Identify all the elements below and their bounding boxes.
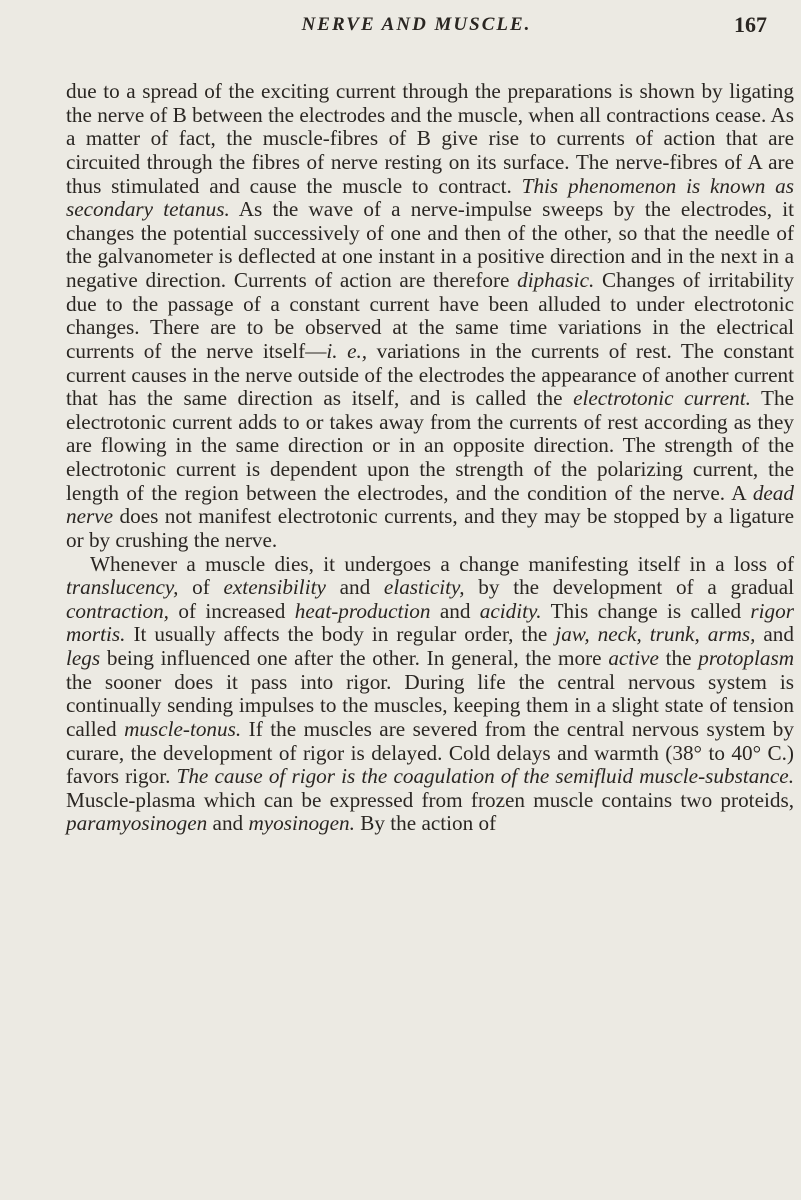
- text-run: and: [207, 811, 249, 836]
- italic-phrase: myosinogen.: [248, 811, 355, 836]
- text-run: of: [178, 575, 224, 600]
- text-run: and: [430, 598, 480, 623]
- body-text: [66, 80, 794, 836]
- italic-phrase: translucency,: [66, 575, 179, 600]
- italic-phrase: i. e.,: [326, 338, 368, 363]
- italic-phrase: rigor mortis.: [66, 598, 794, 647]
- italic-phrase: This phenomenon is known as secondary tetanus.: [66, 173, 794, 222]
- italic-phrase: legs: [66, 646, 101, 670]
- text-run: and: [325, 575, 384, 600]
- italic-phrase: dead nerve: [66, 480, 794, 529]
- italic-phrase: muscle-tonus.: [124, 716, 242, 741]
- italic-phrase: protoplasm: [698, 646, 794, 670]
- paragraph-rigor-mortis: [66, 553, 794, 837]
- text-run: being influenced one after the other. In general, the more: [100, 646, 609, 670]
- text-run: If the muscles are severed from the central nervous system by curare, the development of rigor is delayed. Cold delays and warmth (38° to 40° C.) favors rigor.: [66, 716, 794, 789]
- page-header: [62, 10, 771, 44]
- italic-phrase: The cause of rigor is the coagulation of the semifluid muscle-substance.: [176, 764, 795, 789]
- running-title: NERVE AND MUSCLE.: [301, 14, 532, 35]
- italic-phrase: extensibility: [223, 575, 326, 600]
- italic-phrase: paramyosinogen: [66, 811, 208, 836]
- text-run: The electrotonic current adds to or takes away from the currents of rest according as they are flowing in the same direction or in an opposite direction. The strength of the electrotonic current is dependent upon the strength of the polarizing current, the length of the region between the electrodes, and the condition of the nerve. A: [66, 386, 794, 505]
- italic-phrase: diphasic.: [517, 268, 595, 292]
- text-run: Whenever a muscle dies, it undergoes a change manifesting itself in a loss of: [90, 551, 794, 576]
- italic-phrase: jaw, neck, trunk, arms,: [555, 622, 756, 647]
- paragraph-secondary-tetanus: [66, 80, 794, 553]
- text-run: This change is called: [541, 598, 751, 623]
- text-run: the sooner does it pass into rigor. During life the central nervous system is continually sending impulses to the muscles, keeping them in a slight state of tension called: [66, 669, 794, 741]
- text-run: does not manifest electrotonic currents, and they may be stopped by a ligature or by crushing the nerve.: [66, 504, 794, 552]
- text-run: the: [658, 646, 699, 670]
- italic-phrase: heat-production: [294, 598, 431, 623]
- italic-phrase: acidity.: [479, 598, 542, 623]
- italic-phrase: electrotonic current.: [573, 386, 751, 411]
- text-run: and: [755, 622, 794, 647]
- text-run: by the development of a gradual: [464, 575, 794, 600]
- italic-phrase: active: [608, 646, 659, 670]
- text-run: It usually affects the body in regular order, the: [125, 622, 556, 647]
- text-run: Muscle-plasma which can be expressed from frozen muscle contains two proteids,: [66, 787, 794, 812]
- text-run: variations in the currents of rest. The constant current causes in the nerve outside of the electrodes the appearance of another current that has the same direction as itself, and is called the: [66, 338, 794, 411]
- page-number: 167: [734, 12, 767, 37]
- text-run: Changes of irritability due to the passage of a constant current have been alluded to under electrotonic changes. There are to be observed at the same time variations in the electrical currents of the nerve itself—: [66, 268, 794, 363]
- text-run: By the action of: [354, 811, 497, 836]
- text-run: due to a spread of the exciting current through the preparations is shown by ligating the nerve of B between the electrodes and the muscle, when all contractions cease. As a matter of fact, the muscle-fibres of B give rise to currents of action that are circuited through the fibres of nerve resting on its surface. The nerve-fibres of A are thus stimulated and cause the muscle to contract.: [66, 79, 794, 198]
- text-run: of increased: [168, 598, 295, 623]
- italic-phrase: contraction,: [66, 598, 169, 623]
- text-run: As the wave of a nerve-impulse sweeps by the electrodes, it changes the potential successively of one and then of the other, so that the needle of the galvanometer is deflected at one instant in a positive direction and in the next in a negative direction. Currents of action are therefore: [66, 197, 794, 292]
- italic-phrase: elasticity,: [383, 575, 465, 600]
